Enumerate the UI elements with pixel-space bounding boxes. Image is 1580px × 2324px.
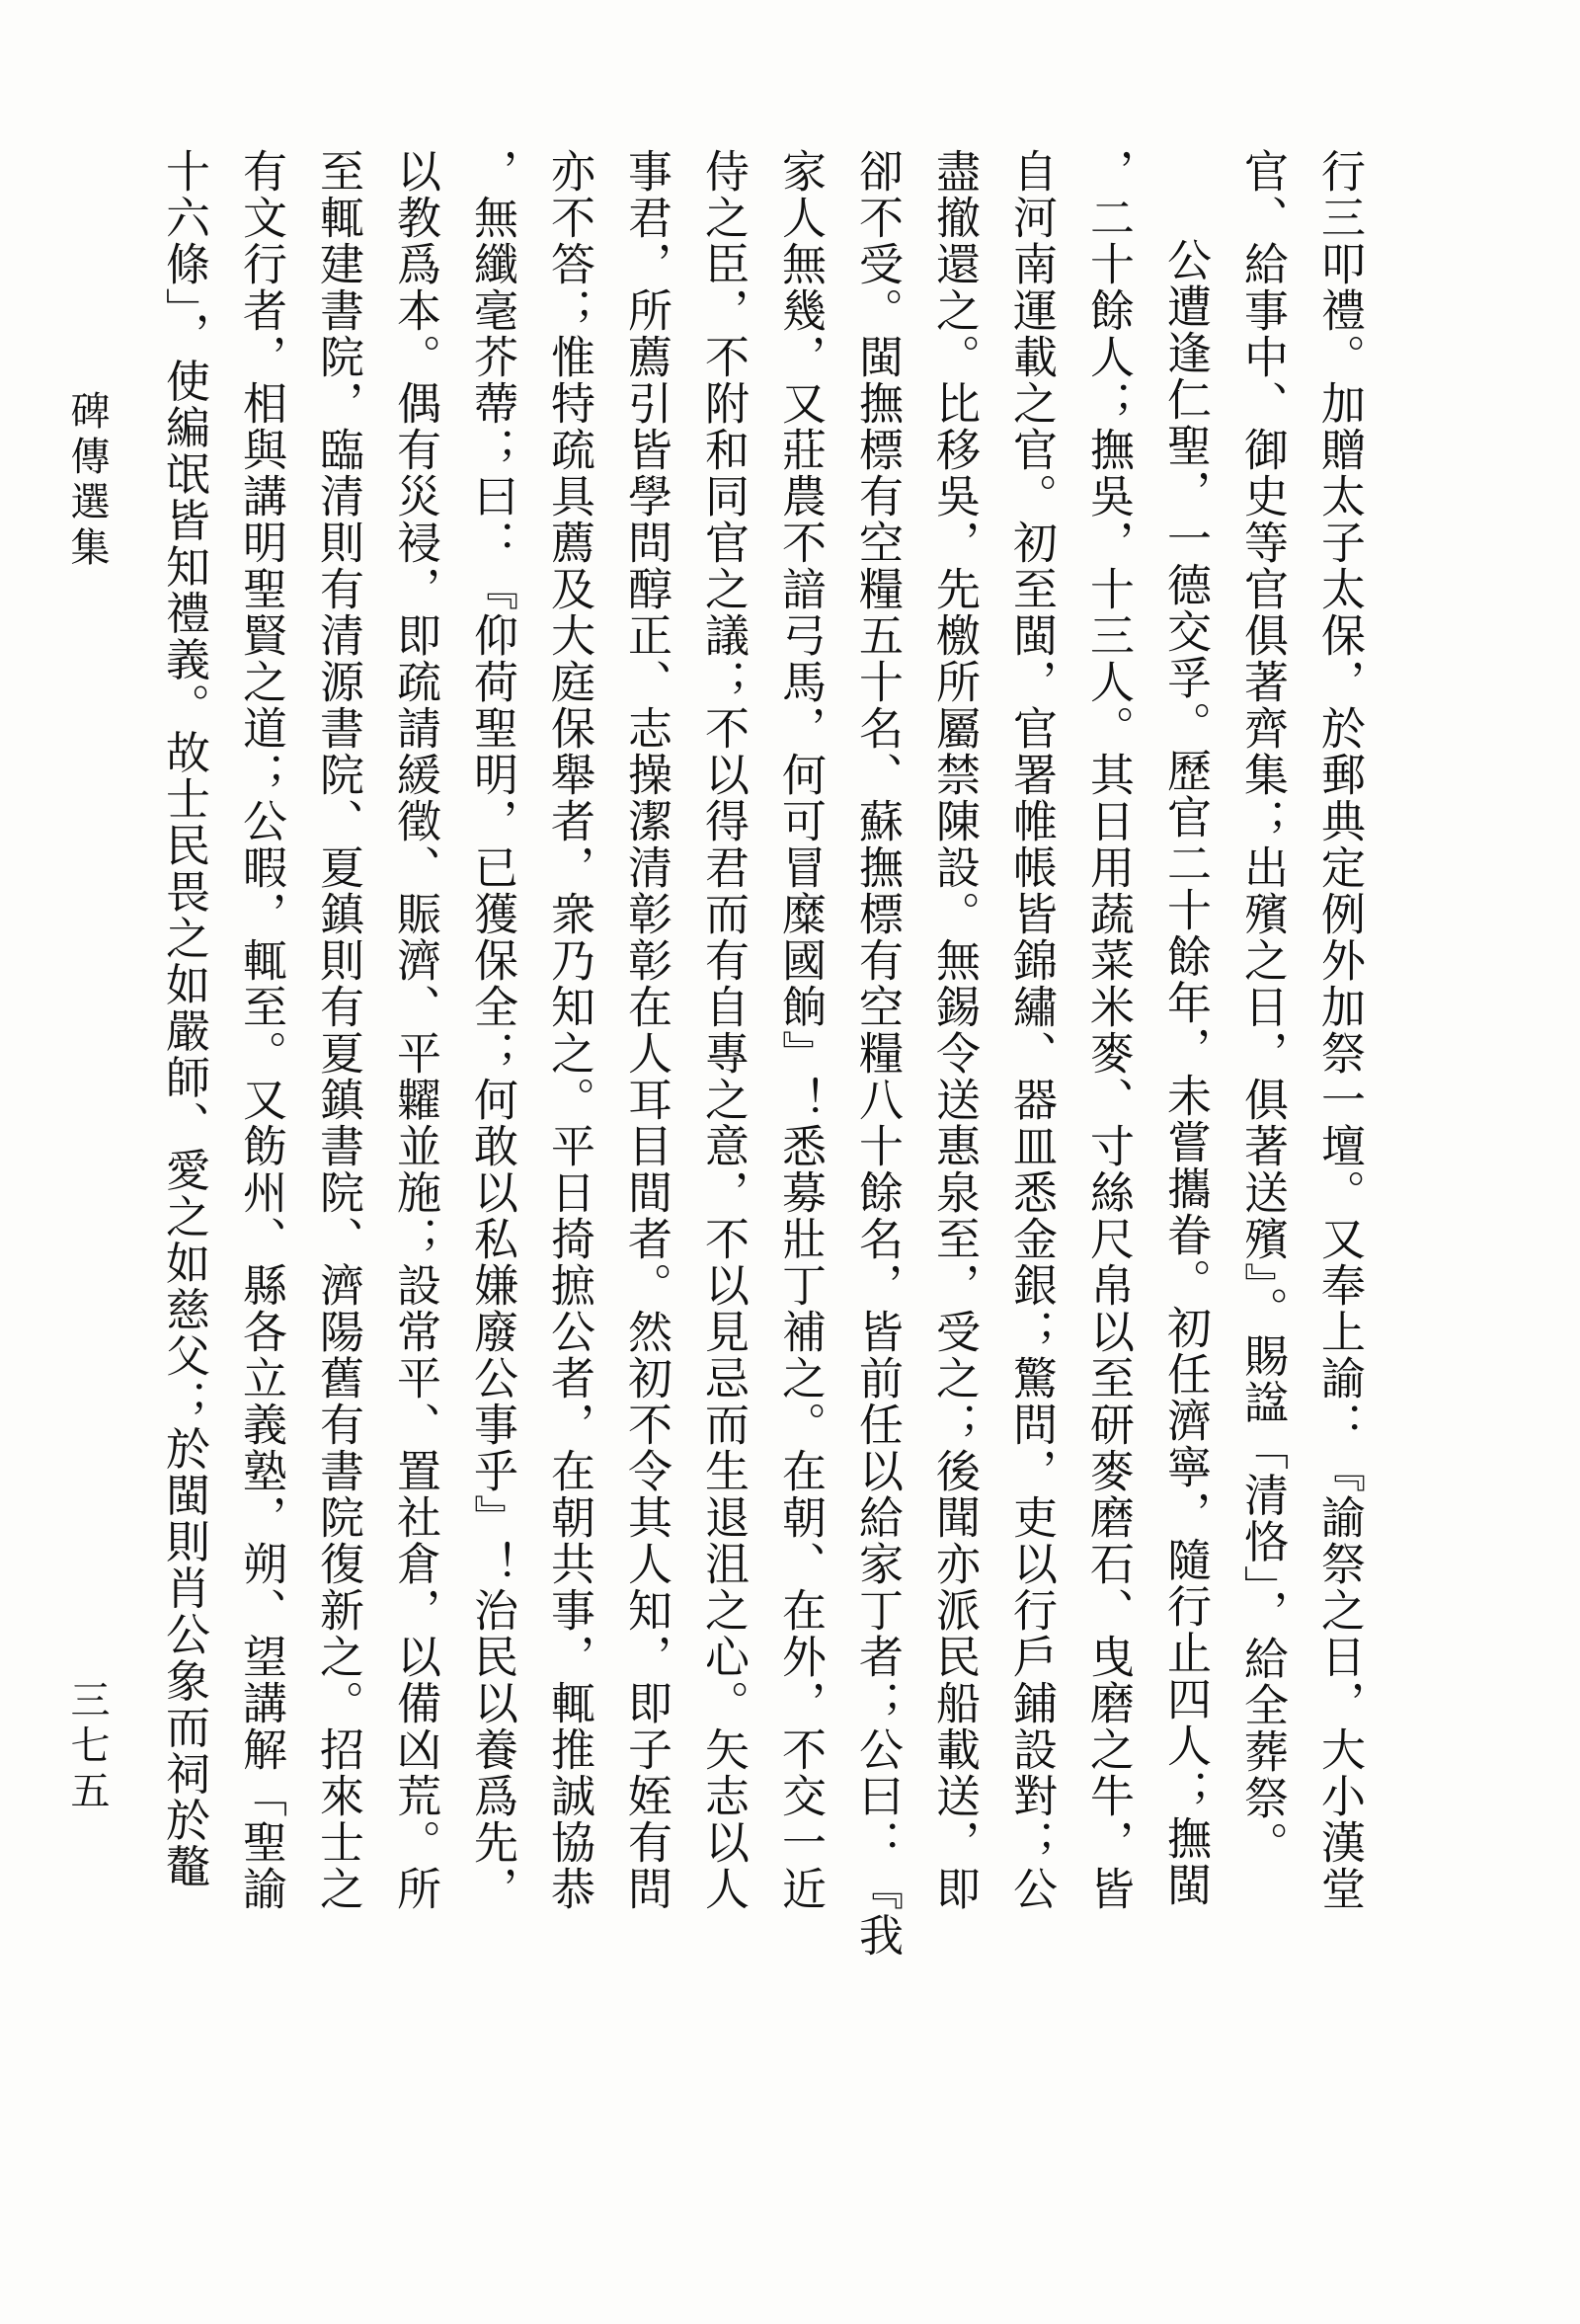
text-column: 公遭逢仁聖，一德交孚。歷官二十餘年，未嘗攜眷。初任濟寧，隨行止四人；撫閩 bbox=[1159, 237, 1212, 1908]
text-column: 自河南運載之官。初至閩，官署帷帳皆錦繡、器皿悉金銀；驚問，吏以行戶鋪設對；公 bbox=[1005, 148, 1058, 1912]
text-column: 有文行者，相與講明聖賢之道；公暇，輒至。又飭州、縣各立義塾，朔、望講解「聖諭 bbox=[235, 148, 287, 1912]
text-column: 行三叩禮。加贈太子太保，於郵典定例外加祭一壇。又奉上諭：『諭祭之日，大小漢堂 bbox=[1313, 148, 1366, 1912]
text-column: 侍之臣，不附和同官之議；不以得君而有自專之意，不以見忌而生退沮之心。矢志以人 bbox=[697, 148, 750, 1912]
text-column: 卻不受。閩撫標有空糧五十名、蘇撫標有空糧八十餘名，皆前任以給家丁者；公曰：『我 bbox=[851, 148, 904, 1959]
text-column: ，二十餘人；撫吳，十三人。其日用蔬菜米麥、寸絲尺帛以至研麥磨石、曳磨之牛，皆 bbox=[1082, 148, 1135, 1912]
text-column: ，無纖毫芥蔕；曰：『仰荷聖明，已獲保全；何敢以私嫌廢公事乎』！治民以養爲先， bbox=[466, 148, 518, 1912]
page-number: 三七五 bbox=[64, 1679, 110, 1815]
book-title: 碑傳選集 bbox=[64, 390, 110, 572]
text-column: 亦不答；惟特疏具薦及大庭保舉者，衆乃知之。平日掎摭公者，在朝共事，輒推誠協恭 bbox=[543, 148, 595, 1912]
text-column: 至輒建書院，臨清則有清源書院、夏鎮則有夏鎮書院、濟陽舊有書院復新之。招來士之 bbox=[312, 148, 364, 1912]
text-column: 盡撤還之。比移吳，先檄所屬禁陳設。無錫令送惠泉至，受之；後聞亦派民船載送，即 bbox=[928, 148, 981, 1912]
text-column: 官、給事中、御史等官俱著齊集；出殯之日，俱著送殯』。賜諡「清恪」，給全葬祭。 bbox=[1236, 148, 1289, 1868]
text-column: 以教爲本。偶有災祲，即疏請緩徵、賑濟、平糶並施；設常平、置社倉，以備凶荒。所 bbox=[389, 148, 441, 1912]
text-column: 事君，所薦引皆學問醇正、志操潔清彰彰在人耳目間者。然初不令其人知，即子姪有問 bbox=[620, 148, 672, 1912]
body-text bbox=[158, 148, 1378, 2183]
text-column: 十六條」，使編氓皆知禮義。故士民畏之如嚴師、愛之如慈父；於閩則肖公象而祠於鼇 bbox=[158, 148, 210, 1890]
text-column: 家人無幾，又莊農不諳弓馬，何可冒糜國餉』！悉募壯丁補之。在朝、在外，不交一近 bbox=[774, 148, 827, 1912]
